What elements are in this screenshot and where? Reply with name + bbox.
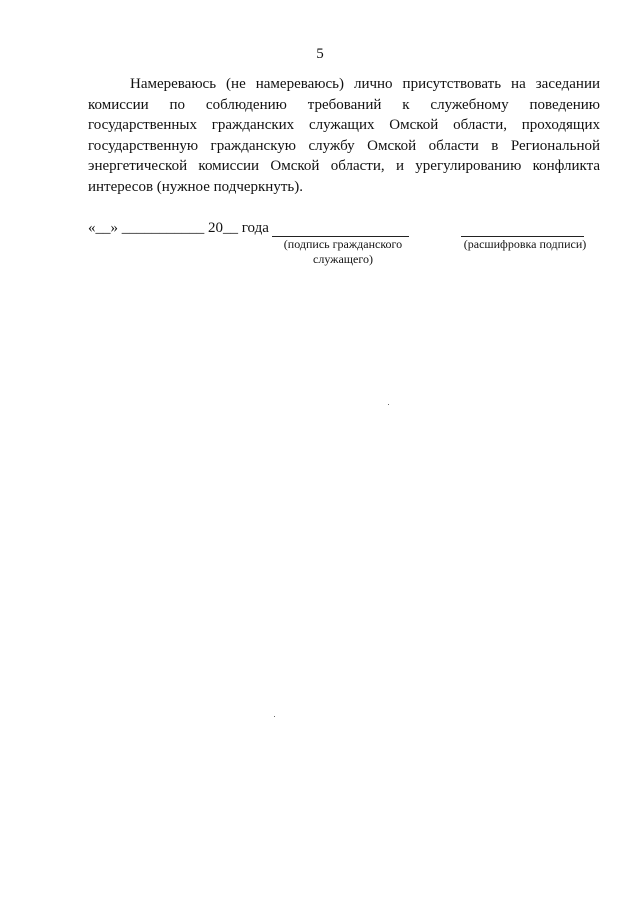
signature-caption-line: служащего) bbox=[313, 252, 373, 266]
signature-caption bbox=[268, 237, 418, 267]
statement-line: комиссии по соблюдению требований к служебному поведению bbox=[88, 96, 600, 113]
statement-line: государственных гражданских служащих Омской области, проходящих bbox=[88, 117, 600, 133]
signature-caption-line: (подпись гражданского bbox=[283, 237, 403, 251]
scan-artifact bbox=[388, 404, 389, 405]
page-number: 5 bbox=[316, 46, 324, 62]
statement-line: Намереваюсь (не намереваюсь) лично присутствовать на заседании bbox=[130, 76, 600, 92]
date-field: «__» ___________ 20__ года bbox=[88, 220, 269, 236]
statement-paragraph bbox=[88, 74, 600, 197]
signature-decode-caption: (расшифровка подписи) bbox=[463, 237, 587, 251]
statement-line: энергетической комиссии Омской области, и урегулированию конфликта bbox=[88, 158, 600, 174]
statement-line: государственную гражданскую службу Омской области в Региональной bbox=[88, 137, 600, 154]
statement-line: интересов (нужное подчеркнуть). bbox=[88, 178, 303, 195]
scan-artifact bbox=[274, 716, 275, 717]
